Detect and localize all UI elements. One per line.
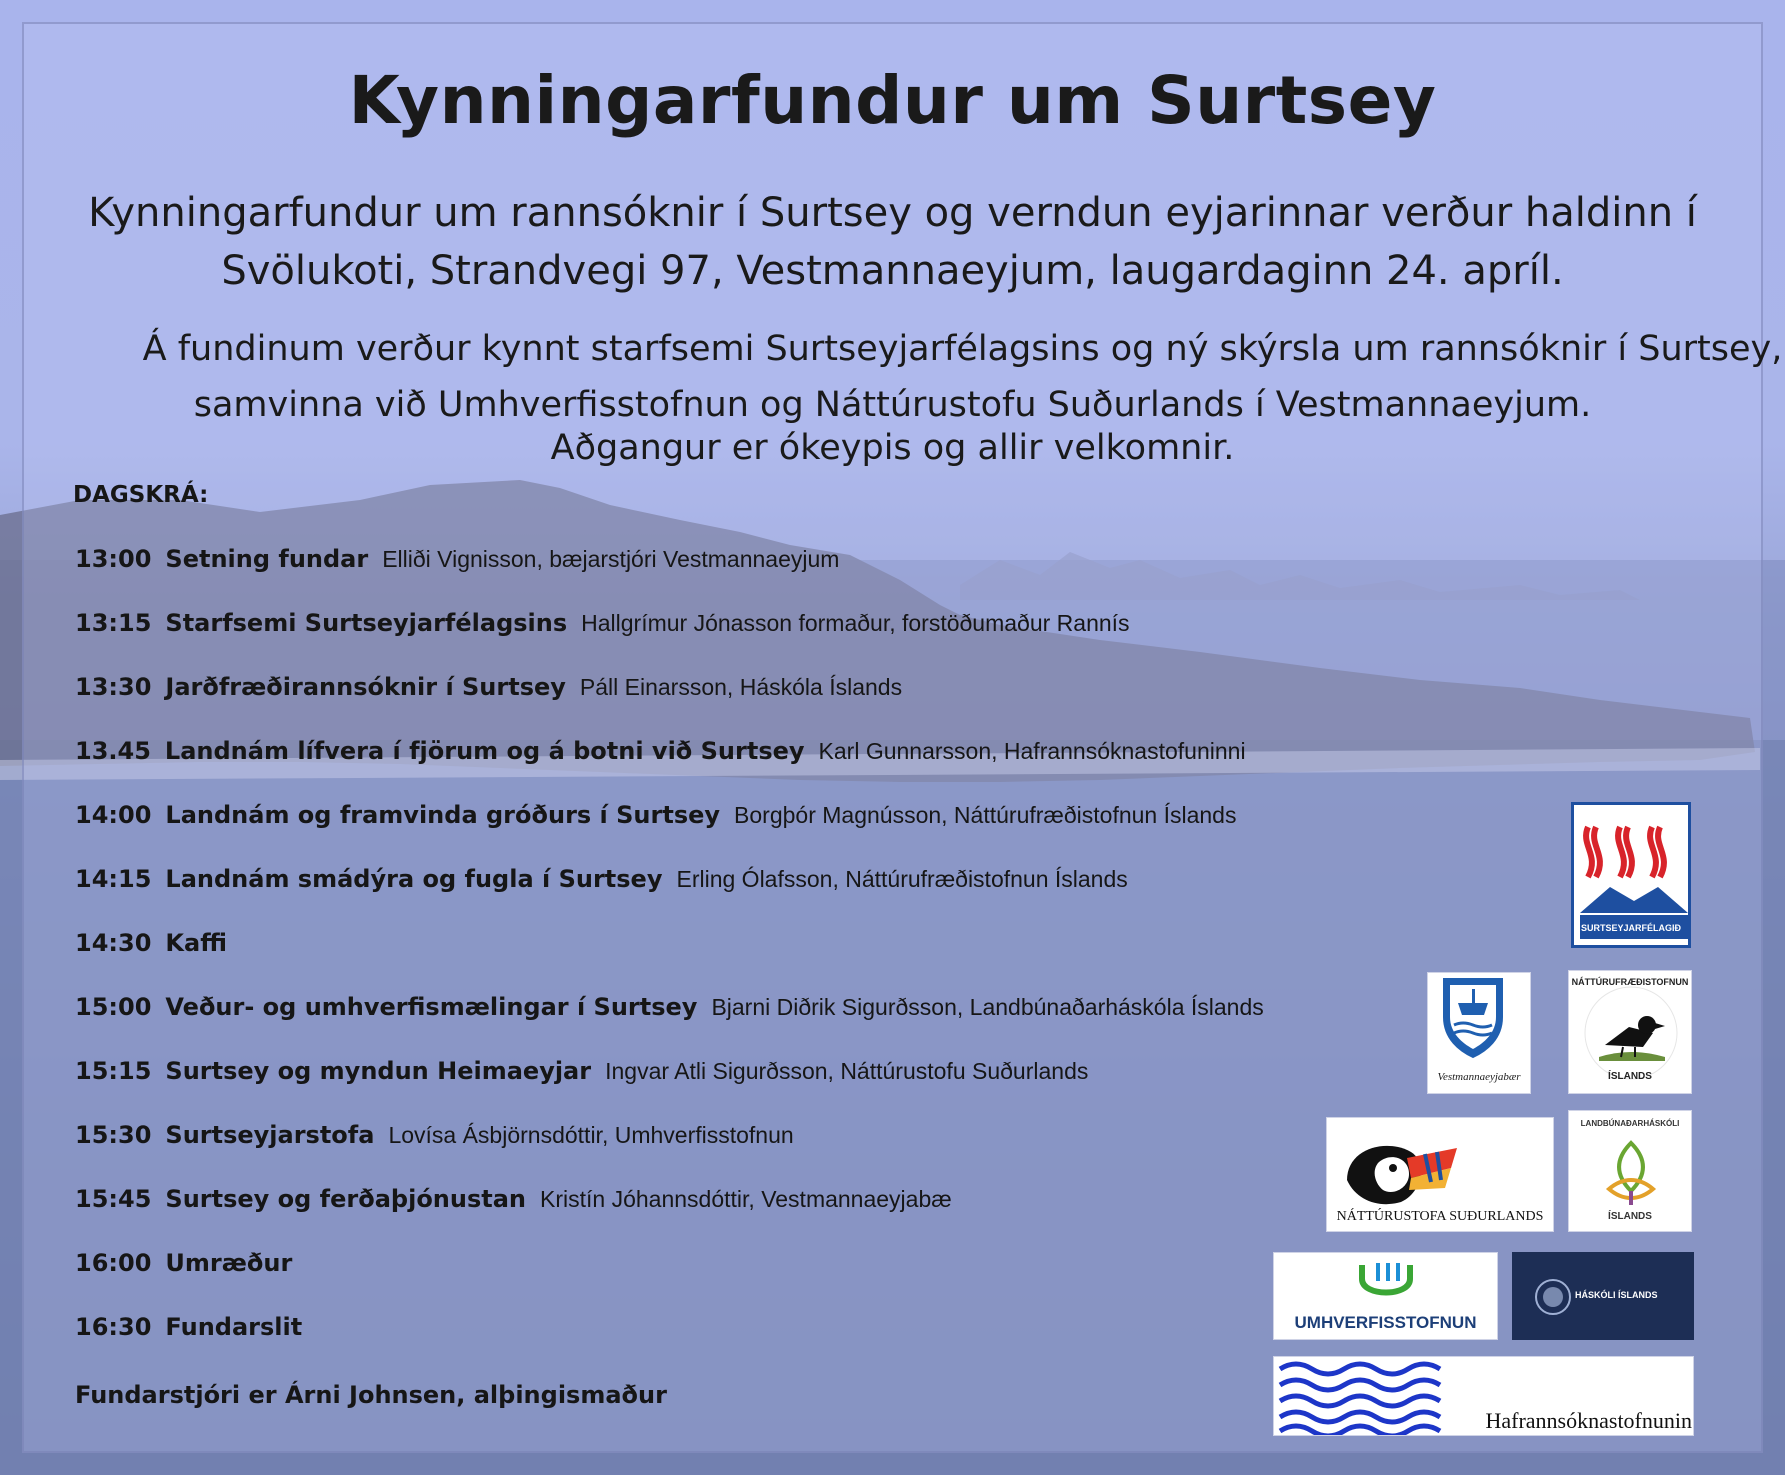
hafrannsoknastofnunin-logo	[1273, 1356, 1694, 1436]
agenda-time: 14:15	[75, 865, 152, 893]
agenda-speaker: Erling Ólafsson, Náttúrufræðistofnun Íslands	[676, 866, 1128, 892]
agenda-topic: Starfsemi Surtseyjarfélagsins	[165, 609, 568, 637]
intro-line-2: Svölukoti, Strandvegi 97, Vestmannaeyjum, laugardaginn 24. apríl.	[221, 248, 1564, 294]
vestmannaeyjar-logo-text: Vestmannaeyjabær	[1437, 1071, 1521, 1083]
agenda-heading: DAGSKRÁ:	[73, 482, 209, 508]
page-title: Kynningarfundur um Surtsey	[348, 62, 1437, 139]
hi-logo-text: HÁSKÓLI ÍSLANDS	[1575, 1290, 1658, 1300]
natturustofa-sudurlands-logo	[1326, 1117, 1554, 1232]
agenda-time: 15:30	[75, 1121, 152, 1149]
agenda-item	[75, 673, 902, 701]
agenda-time: 13:00	[75, 545, 152, 573]
agenda-topic: Veður- og umhverfismælingar í Surtsey	[165, 993, 698, 1021]
agenda-topic: Surtseyjarstofa	[165, 1121, 375, 1149]
landbunadarhaskoli-logo	[1568, 1110, 1692, 1232]
agenda-topic: Landnám lífvera í fjörum og á botni við Surtsey	[164, 737, 805, 765]
agenda-time: 13:30	[75, 673, 152, 701]
agenda-item	[75, 1185, 952, 1213]
description-line-3: Aðgangur er ókeypis og allir velkomnir.	[550, 428, 1235, 468]
agenda-speaker: Karl Gunnarsson, Hafrannsóknastofuninni	[818, 738, 1246, 764]
agenda-time: 14:00	[75, 801, 152, 829]
agenda-item	[75, 737, 1246, 765]
agenda-speaker: Lovísa Ásbjörnsdóttir, Umhverfisstofnun	[388, 1122, 794, 1148]
hafro-logo-text: Hafrannsóknastofnunin	[1485, 1408, 1692, 1433]
agenda-item	[75, 545, 839, 573]
agenda-topic: Jarðfræðirannsóknir í Surtsey	[165, 673, 566, 701]
agenda-item	[75, 993, 1264, 1021]
agenda-topic: Umræður	[165, 1249, 293, 1277]
ni-logo-text-bottom: ÍSLANDS	[1608, 1071, 1652, 1082]
agenda-topic: Surtsey og myndun Heimaeyjar	[165, 1057, 592, 1085]
agenda-speaker: Páll Einarsson, Háskóla Íslands	[579, 674, 903, 700]
agenda-time: 14:30	[75, 929, 152, 957]
agenda-time: 16:30	[75, 1313, 152, 1341]
ni-logo-text-top: NÁTTÚRUFRÆÐISTOFNUN	[1571, 977, 1689, 987]
meeting-chair: Fundarstjóri er Árni Johnsen, alþingismaður	[75, 1381, 667, 1409]
lbhi-logo-text-bottom: ÍSLANDS	[1608, 1211, 1652, 1222]
nattsud-logo-text: NÁTTÚRUSTOFA SUÐURLANDS	[1336, 1209, 1544, 1224]
agenda-speaker: Hallgrímur Jónasson formaður, forstöðumaður Rannís	[581, 610, 1130, 636]
agenda-time: 16:00	[75, 1249, 152, 1277]
agenda-time: 15:15	[75, 1057, 152, 1085]
surtsey-logo-text: SURTSEYJARFÉLAGIÐ	[1580, 923, 1681, 933]
agenda-item	[75, 1121, 794, 1149]
agenda-time: 15:00	[75, 993, 152, 1021]
agenda-speaker: Elliði Vignisson, bæjarstjóri Vestmannaeyjum	[382, 546, 840, 572]
agenda-item	[75, 1313, 316, 1341]
agenda-item	[75, 1249, 306, 1277]
ust-logo-text: UMHVERFISSTOFNUN	[1294, 1313, 1477, 1332]
natturufraedistofnun-logo	[1568, 970, 1692, 1094]
agenda-time: 13.45	[75, 737, 151, 765]
description-line-2: samvinna við Umhverfisstofnun og Náttúrustofu Suðurlands í Vestmannaeyjum.	[193, 385, 1592, 425]
lbhi-logo-text-top: LANDBÚNAÐARHÁSKÓLI	[1580, 1119, 1680, 1128]
agenda-item	[75, 609, 1130, 637]
agenda-time: 15:45	[75, 1185, 152, 1213]
intro-line-1: Kynningarfundur um rannsóknir í Surtsey og verndun eyjarinnar verður haldinn í	[88, 190, 1697, 236]
agenda-topic: Kaffi	[165, 929, 227, 957]
umhverfisstofnun-logo	[1273, 1252, 1498, 1340]
agenda-topic: Setning fundar	[165, 545, 369, 573]
agenda-item	[75, 801, 1236, 829]
agenda-item	[75, 929, 241, 957]
agenda-time: 13:15	[75, 609, 152, 637]
agenda-topic: Fundarslit	[165, 1313, 303, 1341]
agenda-speaker: Kristín Jóhannsdóttir, Vestmannaeyjabæ	[540, 1186, 952, 1212]
description-line-1: Á fundinum verður kynnt starfsemi Surtseyjarfélagsins og ný skýrsla um rannsóknir í Surtsey,	[142, 329, 1783, 369]
agenda-topic: Landnám og framvinda gróðurs í Surtsey	[165, 801, 721, 829]
haskoli-islands-logo	[1512, 1252, 1694, 1340]
agenda-speaker: Ingvar Atli Sigurðsson, Náttúrustofu Suðurlands	[605, 1058, 1089, 1084]
agenda-speaker: Borgþór Magnússon, Náttúrufræðistofnun Íslands	[734, 802, 1237, 828]
agenda-item	[75, 1057, 1088, 1085]
agenda-item	[75, 865, 1128, 893]
agenda-speaker: Bjarni Diðrik Sigurðsson, Landbúnaðarháskóla Íslands	[711, 994, 1264, 1020]
agenda-topic: Surtsey og ferðaþjónustan	[165, 1185, 527, 1213]
vestmannaeyjar-logo	[1427, 972, 1531, 1094]
agenda-topic: Landnám smádýra og fugla í Surtsey	[165, 865, 663, 893]
surtsey-society-logo	[1571, 802, 1691, 948]
